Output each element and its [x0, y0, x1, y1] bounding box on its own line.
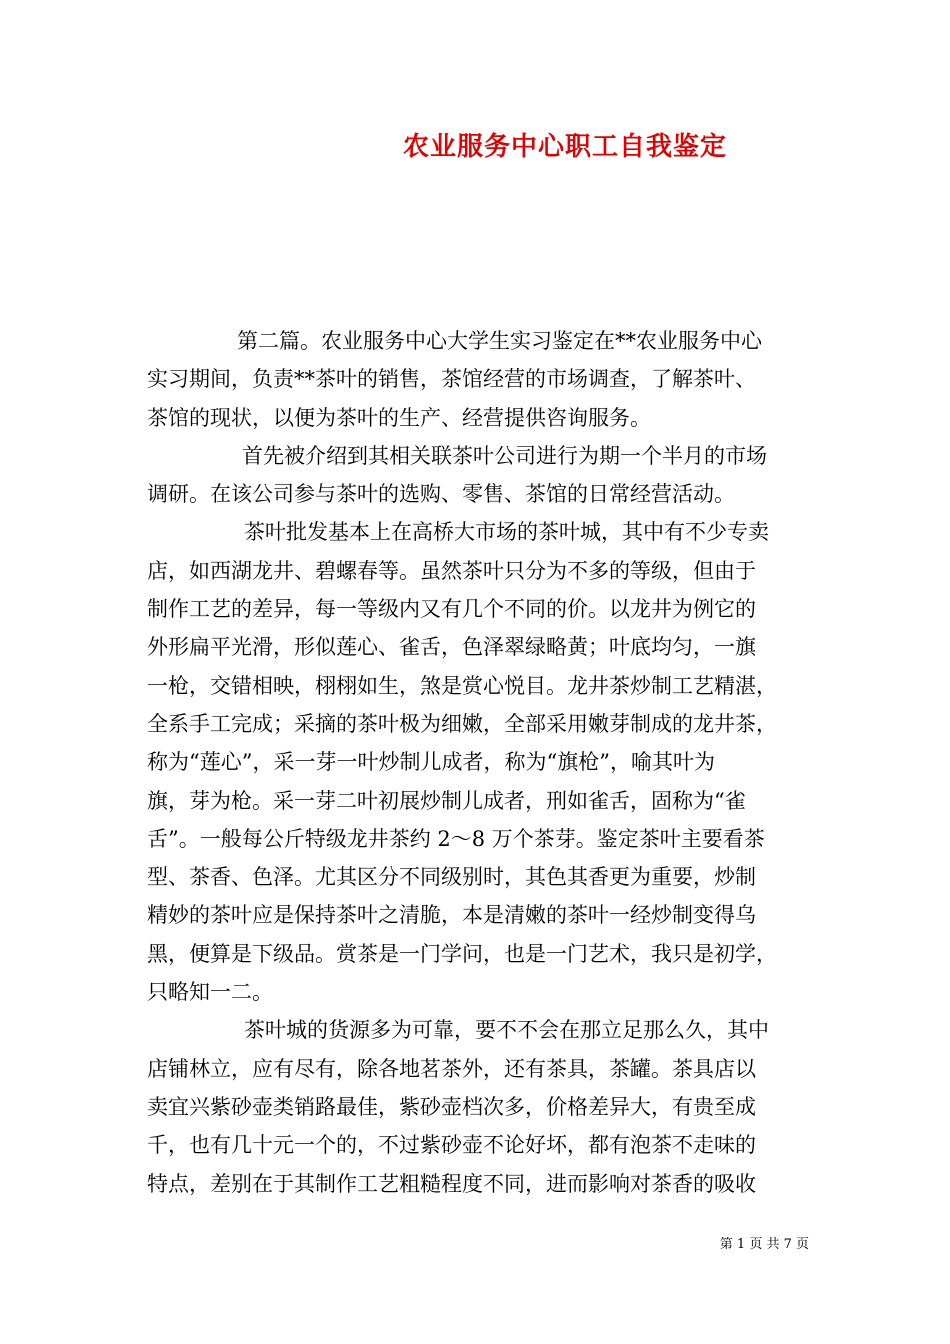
text-line: 型、茶香、色泽。尤其区分不同级别时，其色其香更为重要，炒制 — [147, 865, 756, 890]
text-line: 一枪，交错相映，栩栩如生，煞是赏心悦目。龙井茶炒制工艺精湛， — [147, 673, 777, 698]
text-line: 实习期间，负责**茶叶的销售，茶馆经营的市场调查，了解茶叶、 — [147, 367, 756, 392]
document-body — [147, 322, 812, 1203]
text-line: 黑，便算是下级品。赏茶是一门学问，也是一门艺术，我只是初学， — [147, 941, 777, 966]
text-line: 首先被介绍到其相关联茶叶公司进行为期一个半月的市场 — [242, 443, 767, 468]
text-line: 特点，差别在于其制作工艺粗糙程度不同，进而影响对茶香的吸收 — [147, 1171, 756, 1196]
text-line: 只略知一二。 — [147, 980, 273, 1005]
text-line: 茶馆的现状，以便为茶叶的生产、经营提供咨询服务。 — [147, 405, 651, 430]
page-number: 第 1 页 共 7 页 — [719, 1237, 809, 1252]
text-line: 第二篇。农业服务中心大学生实习鉴定在**农业服务中心 — [237, 329, 762, 353]
page-title: 农业服务中心职工自我鉴定 — [402, 132, 727, 162]
text-line: 调研。在该公司参与茶叶的选购、零售、茶馆的日常经营活动。 — [147, 482, 735, 507]
text-line: 精妙的茶叶应是保持茶叶之清脆，本是清嫩的茶叶一经炒制变得乌 — [147, 903, 756, 928]
text-line: 千，也有几十元一个的，不过紫砂壶不论好坏，都有泡茶不走味的 — [147, 1133, 756, 1158]
text-line: 全系手工完成；采摘的茶叶极为细嫩，全部采用嫩芽制成的龙井茶， — [147, 711, 777, 736]
text-line: 旗，芽为枪。采一芽二叶初展炒制儿成者，刑如雀舌，固称为“雀 — [147, 788, 746, 813]
text-line: 舌”。一般每公斤特级龙井茶约 2～8 万个茶芽。鉴定茶叶主要看茶 — [147, 826, 765, 851]
text-line: 茶叶批发基本上在高桥大市场的茶叶城，其中有不少专卖 — [244, 520, 769, 545]
text-line: 称为“莲心”，采一芽一叶炒制儿成者，称为“旗枪”，喻其叶为 — [147, 750, 715, 775]
text-line: 店，如西湖龙井、碧螺春等。虽然茶叶只分为不多的等级，但由于 — [147, 558, 756, 583]
text-line: 制作工艺的差异，每一等级内又有几个不同的价。以龙井为例它的 — [147, 597, 756, 622]
text-line: 茶叶城的货源多为可靠，要不不会在那立足那么久，其中 — [244, 1018, 769, 1043]
text-line: 外形扁平光滑，形似莲心、雀舌，色泽翠绿略黄；叶底均匀，一旗 — [147, 635, 756, 660]
text-line: 店铺林立，应有尽有，除各地茗茶外，还有茶具，茶罐。茶具店以 — [147, 1056, 756, 1081]
text-line: 卖宜兴紫砂壶类销路最佳，紫砂壶档次多，价格差异大，有贵至成 — [147, 1094, 756, 1119]
